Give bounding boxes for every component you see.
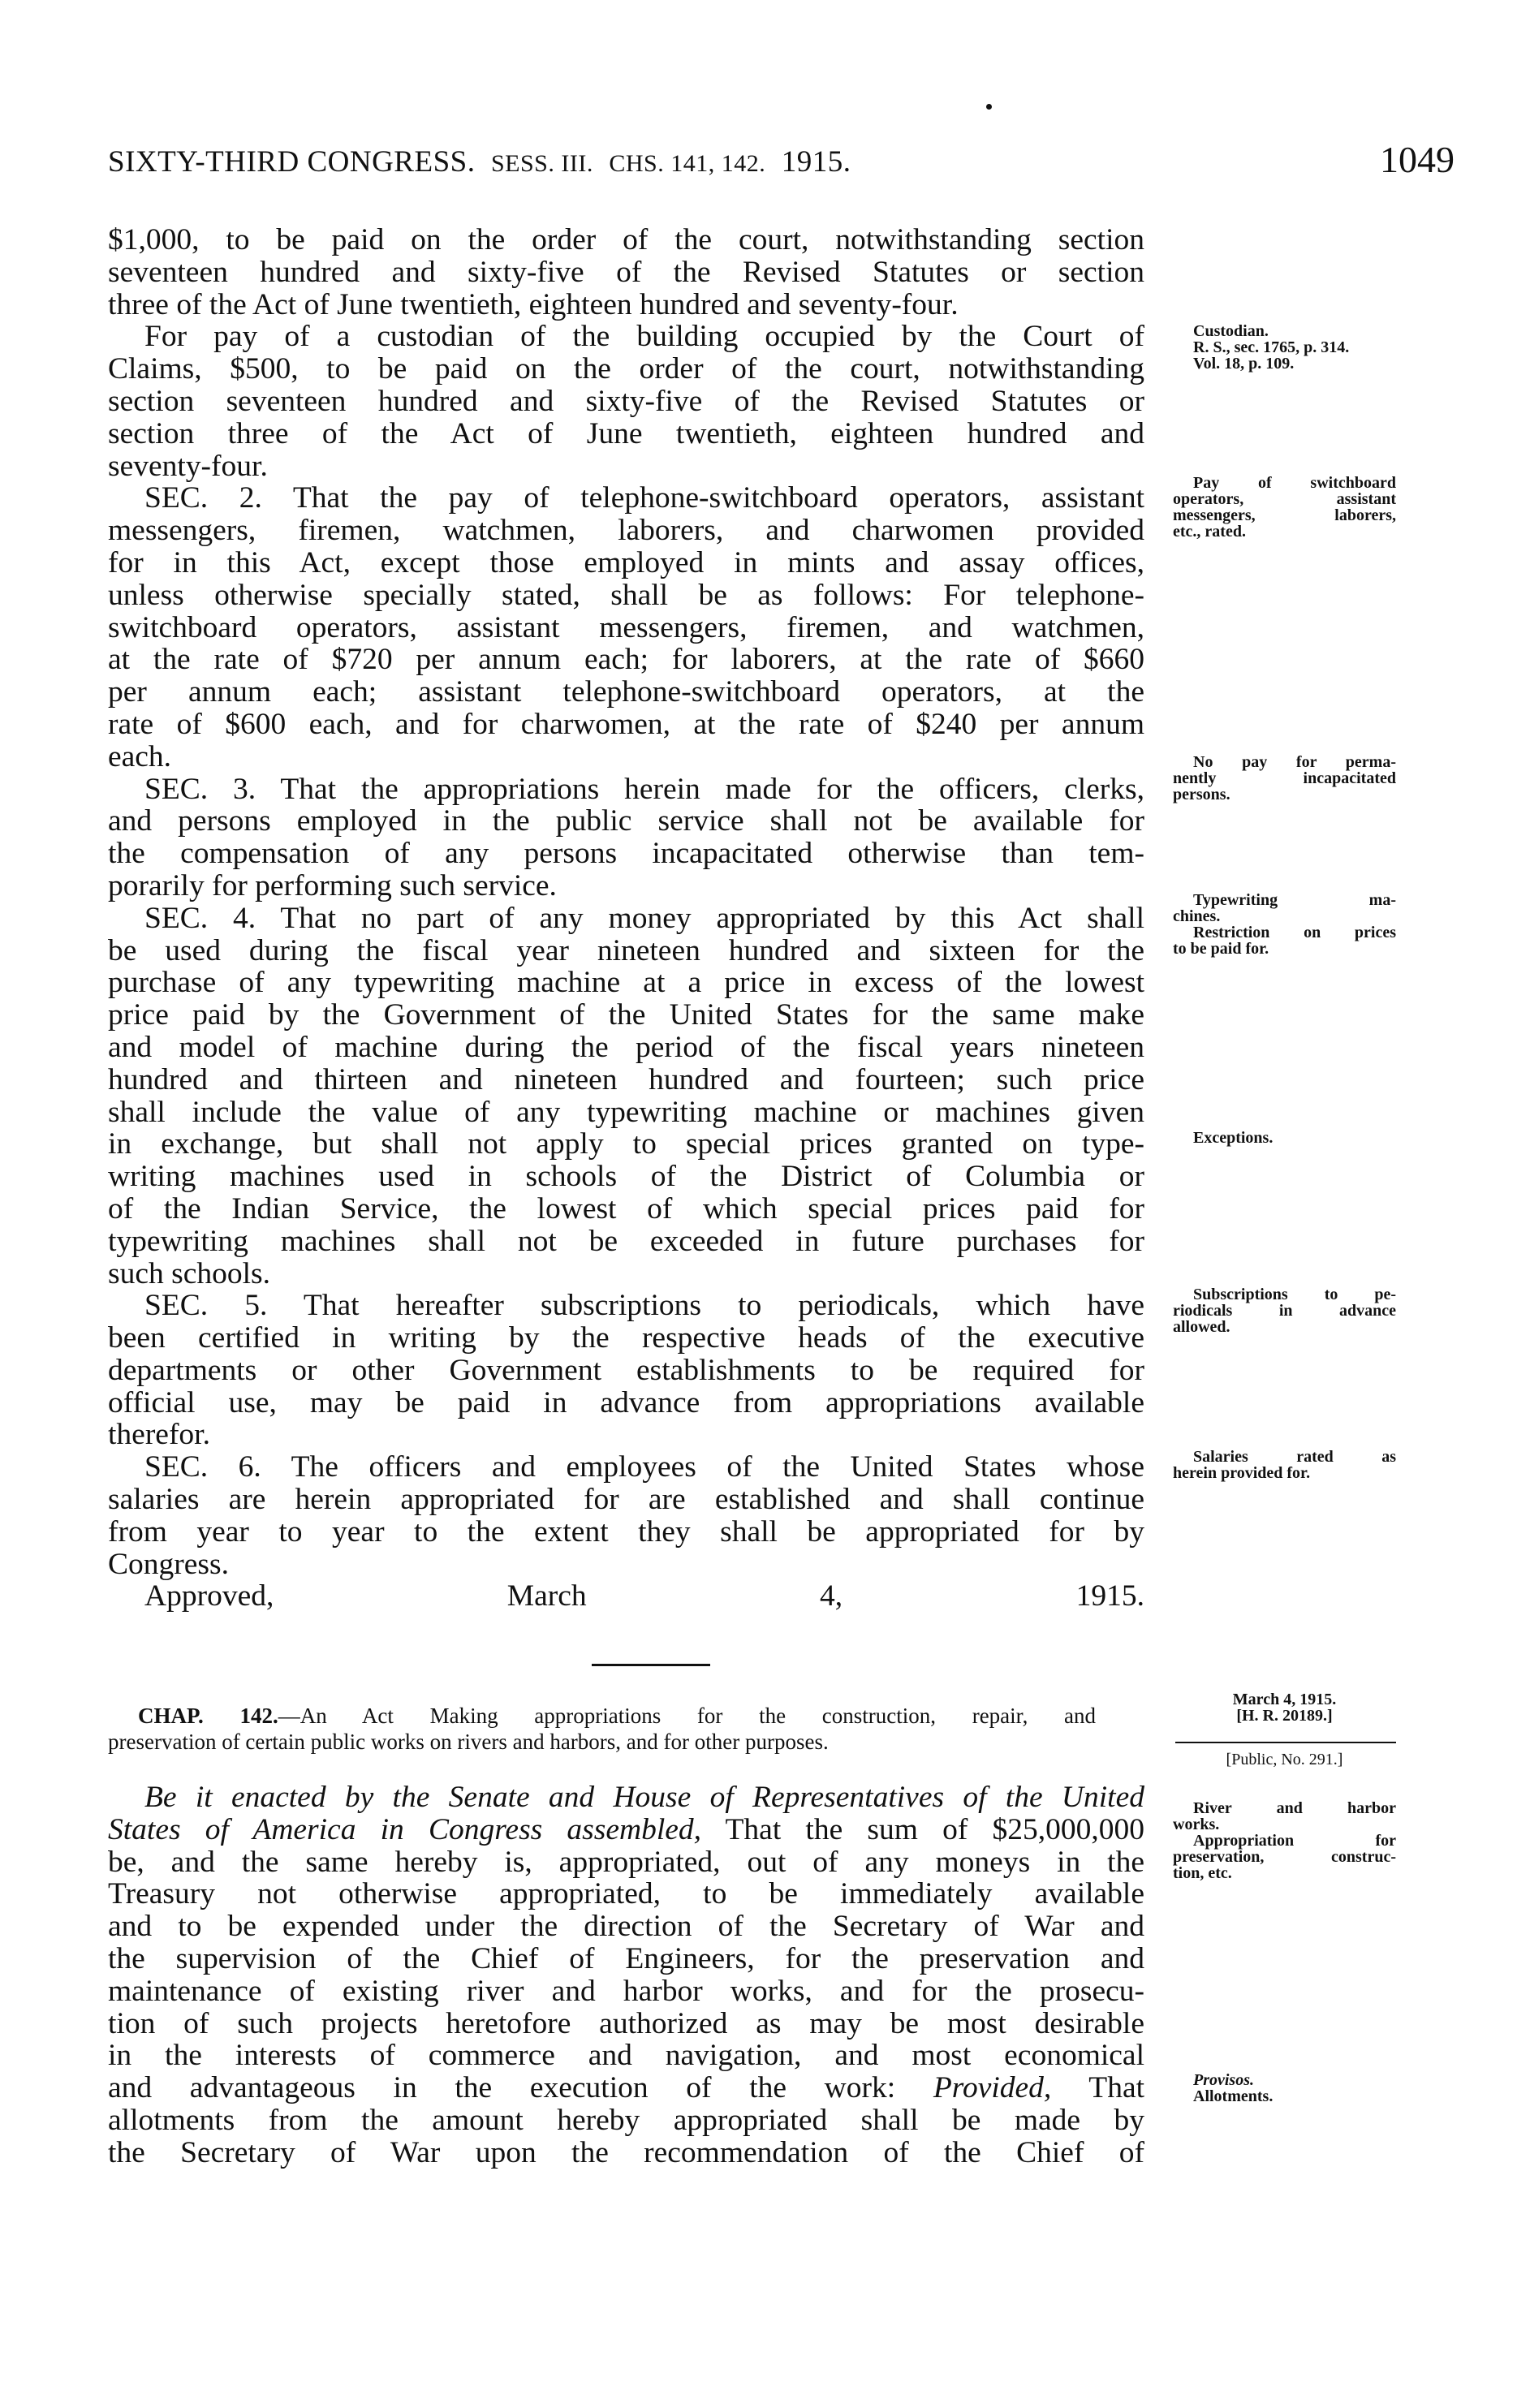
text-line: For pay of a custodian of the building occupied by the Court of xyxy=(144,320,1144,354)
text-line: SEC. 2. That the pay of telephone-switchboard operators, assistant xyxy=(144,481,1144,515)
margin-note-line: Provisos. xyxy=(1193,2071,1254,2089)
text-line: price paid by the Government of the United States for the same make xyxy=(108,998,1144,1032)
italic-text: Be it enacted by the Senate and House of Representatives of the United xyxy=(144,1781,1144,1814)
text-line: for in this Act, except those employed in mints and assay offices, xyxy=(108,545,1144,579)
italic-text: States of America in Congress assembled, xyxy=(108,1812,702,1846)
text-line xyxy=(108,1814,1144,1846)
margin-note-line: R. S., sec. 1765, p. 314. xyxy=(1193,338,1350,356)
margin-note-switchboard xyxy=(1173,475,1396,540)
margin-note-line: No pay for perma- xyxy=(1193,753,1396,771)
margin-note-line: messengers, laborers, xyxy=(1173,506,1396,524)
text-line: seventy-four. xyxy=(108,449,268,483)
margin-note-line: Pay of switchboard xyxy=(1193,474,1396,492)
margin-note-line: Subscriptions to pe- xyxy=(1193,1286,1396,1303)
text-line: in exchange, but shall not apply to special prices granted on type- xyxy=(108,1127,1144,1161)
text-run: the supervision of the Chief of Engineers, for the preservation and xyxy=(108,1941,1144,1975)
margin-note-line: Allotments. xyxy=(1193,2087,1274,2105)
margin-note-line: March 4, 1915. xyxy=(1232,1691,1337,1708)
running-head-congress: SIXTY-THIRD CONGRESS. xyxy=(108,145,476,179)
margin-note-line: persons. xyxy=(1173,786,1230,803)
text-line xyxy=(108,2137,1144,2169)
text-line xyxy=(108,2104,1144,2137)
text-line xyxy=(108,1943,1144,1975)
text-line: salaries are herein appropriated for are established and shall continue xyxy=(108,1483,1144,1517)
margin-note-line: nently incapacitated xyxy=(1173,769,1396,787)
chapter-141-text xyxy=(108,224,1144,1613)
text-line: messengers, firemen, watchmen, laborers, and charwomen provided xyxy=(108,514,1144,548)
text-line: the compensation of any persons incapacitated otherwise than tem- xyxy=(108,837,1144,871)
text-run: and to be expended under the direction of the Secretary of War and xyxy=(108,1910,1144,1944)
text-run: That xyxy=(1051,2071,1145,2105)
print-speck xyxy=(986,104,992,110)
chapter-141-paragraphs xyxy=(108,224,1144,1580)
text-line: from year to year to the extent they shall be appropriated for by xyxy=(108,1514,1144,1549)
margin-note-no-pay xyxy=(1173,754,1396,803)
text-line: rate of $600 each, and for charwomen, at the rate of $240 per annum xyxy=(108,707,1144,741)
margin-note-line: Custodian. xyxy=(1193,322,1269,340)
running-head xyxy=(108,144,1144,179)
text-run: and advantageous in the execution of the work: xyxy=(108,2071,933,2105)
margin-note-typewriting xyxy=(1173,892,1396,957)
text-line: unless otherwise specially stated, shall be as follows: For telephone- xyxy=(108,578,1144,612)
text-line: porarily for performing such service. xyxy=(108,868,557,902)
text-line: and persons employed in the public service shall not be available for xyxy=(108,804,1144,838)
margin-note-salaries xyxy=(1173,1449,1396,1481)
text-run: tion of such projects heretofore authorized as may be most desirable xyxy=(108,2006,1144,2040)
margin-note-date xyxy=(1173,1691,1396,1724)
approved-line: Approved, March 4, 1915. xyxy=(144,1579,1144,1613)
chapter-divider xyxy=(592,1664,710,1666)
running-head-session: SESS. III. xyxy=(490,150,593,177)
text-run: be, and the same hereby is, appropriated, out of any moneys in the xyxy=(108,1845,1144,1879)
text-line: SEC. 3. That the appropriations herein made for the officers, clerks, xyxy=(144,772,1144,806)
text-run: That the sum of $25,000,000 xyxy=(701,1812,1144,1846)
text-line: $1,000, to be paid on the order of the court, notwithstanding section xyxy=(108,223,1144,256)
margin-note-public-law xyxy=(1173,1751,1396,1768)
text-line xyxy=(108,2008,1144,2040)
text-run: in the interests of commerce and navigation, and most economical xyxy=(108,2039,1144,2073)
margin-note-subscriptions xyxy=(1173,1286,1396,1335)
margin-note-line: works. xyxy=(1173,1816,1220,1833)
text-run: allotments from the amount hereby appropriated shall be made by xyxy=(108,2103,1144,2137)
text-line: seventeen hundred and sixty-five of the Revised Statutes or section xyxy=(108,255,1144,289)
chapter-142-title-1: —An Act Making appropriations for the construction, repair, and xyxy=(278,1704,1097,1728)
text-line xyxy=(108,1846,1144,1879)
text-line: Congress. xyxy=(108,1547,229,1581)
text-line: Claims, $500, to be paid on the order of the court, notwithstanding xyxy=(108,352,1144,386)
margin-note-line: [H. R. 20189.] xyxy=(1236,1707,1333,1725)
margin-note-custodian xyxy=(1173,323,1396,372)
margin-note-line: preservation, construc- xyxy=(1173,1848,1396,1866)
text-line: departments or other Government establishments to be required for xyxy=(108,1353,1144,1387)
text-run: the Secretary of War upon the recommendation of the Chief of xyxy=(108,2135,1144,2169)
margin-note-line: allowed. xyxy=(1173,1318,1230,1336)
page-number: 1049 xyxy=(1380,139,1455,180)
margin-note-line: [Public, No. 291.] xyxy=(1226,1751,1343,1768)
text-line: three of the Act of June twentieth, eighteen hundred and seventy-four. xyxy=(108,287,959,321)
text-line: typewriting machines shall not be exceeded in future purchases for xyxy=(108,1224,1144,1258)
running-head-chapters: CHS. 141, 142. xyxy=(609,150,766,177)
margin-note-line: etc., rated. xyxy=(1173,523,1246,541)
text-line: hundred and thirteen and nineteen hundred and fourteen; such price xyxy=(108,1062,1144,1096)
text-line xyxy=(108,1975,1144,2008)
text-line: shall include the value of any typewriting machine or machines given xyxy=(108,1095,1144,1129)
margin-note-line: herein provided for. xyxy=(1173,1464,1311,1482)
margin-note-provisos xyxy=(1173,2072,1396,2104)
margin-note-line: Vol. 18, p. 109. xyxy=(1193,355,1295,373)
margin-note-line: tion, etc. xyxy=(1173,1864,1232,1882)
text-line xyxy=(108,1910,1144,1943)
text-line: and model of machine during the period of the fiscal years nineteen xyxy=(108,1030,1144,1064)
text-line: been certified in writing by the respective heads of the executive xyxy=(108,1321,1144,1355)
text-line: purchase of any typewriting machine at a price in excess of the lowest xyxy=(108,966,1144,1000)
text-line: per annum each; assistant telephone-switchboard operators, at the xyxy=(108,675,1144,709)
margin-note-line: to be paid for. xyxy=(1173,940,1269,958)
text-line: of the Indian Service, the lowest of which special prices paid for xyxy=(108,1191,1144,1226)
chapter-142-heading xyxy=(108,1703,1096,1755)
margin-note-line: Appropriation for xyxy=(1193,1832,1396,1850)
chapter-142-label: CHAP. 142. xyxy=(138,1704,278,1728)
margin-note-line: Restriction on prices xyxy=(1193,924,1396,941)
text-line: SEC. 5. That hereafter subscriptions to periodicals, which have xyxy=(144,1289,1144,1323)
margin-note-line: Salaries rated as xyxy=(1193,1448,1396,1466)
margin-note-line: River and harbor xyxy=(1193,1799,1396,1817)
text-line: official use, may be paid in advance from appropriations available xyxy=(108,1385,1144,1419)
margin-note-line: operators, assistant xyxy=(1173,490,1396,508)
chapter-142-title-2: preservation of certain public works on rivers and harbors, and for other purposes. xyxy=(108,1730,829,1754)
text-line: writing machines used in schools of the District of Columbia or xyxy=(108,1160,1144,1194)
text-line: SEC. 6. The officers and employees of the United States whose xyxy=(144,1450,1144,1484)
text-line: such schools. xyxy=(108,1256,270,1290)
text-line xyxy=(108,2040,1144,2072)
text-line: SEC. 4. That no part of any money appropriated by this Act shall xyxy=(144,901,1144,935)
text-line: each. xyxy=(108,739,172,773)
text-line: switchboard operators, assistant messengers, firemen, and watchmen, xyxy=(108,610,1144,644)
text-line: be used during the fiscal year nineteen hundred and sixteen for the xyxy=(108,933,1144,967)
text-run: Treasury not otherwise appropriated, to be immediately available xyxy=(108,1877,1144,1911)
margin-note-line: riodicals in advance xyxy=(1173,1302,1396,1320)
text-line xyxy=(108,1878,1144,1910)
running-head-year: 1915. xyxy=(781,145,851,179)
text-line: section seventeen hundred and sixty-five of the Revised Statutes or xyxy=(108,384,1144,418)
italic-text: Provided, xyxy=(933,2071,1052,2105)
margin-note-line: Typewriting ma- xyxy=(1193,891,1396,909)
text-line xyxy=(108,2072,1144,2104)
margin-note-line: chines. xyxy=(1173,907,1221,925)
margin-rule xyxy=(1175,1742,1396,1743)
margin-note-line: Exceptions. xyxy=(1193,1129,1274,1147)
text-run: maintenance of existing river and harbor works, and for the prosecu- xyxy=(108,1974,1144,2008)
margin-note-river-harbor xyxy=(1173,1800,1396,1881)
text-line: section three of the Act of June twentieth, eighteen hundred and xyxy=(108,416,1144,450)
text-line xyxy=(108,1781,1144,1814)
text-line: therefor. xyxy=(108,1418,210,1452)
margin-note-exceptions xyxy=(1173,1130,1396,1146)
chapter-142-text xyxy=(108,1781,1144,2169)
text-line: at the rate of $720 per annum each; for laborers, at the rate of $660 xyxy=(108,643,1144,677)
